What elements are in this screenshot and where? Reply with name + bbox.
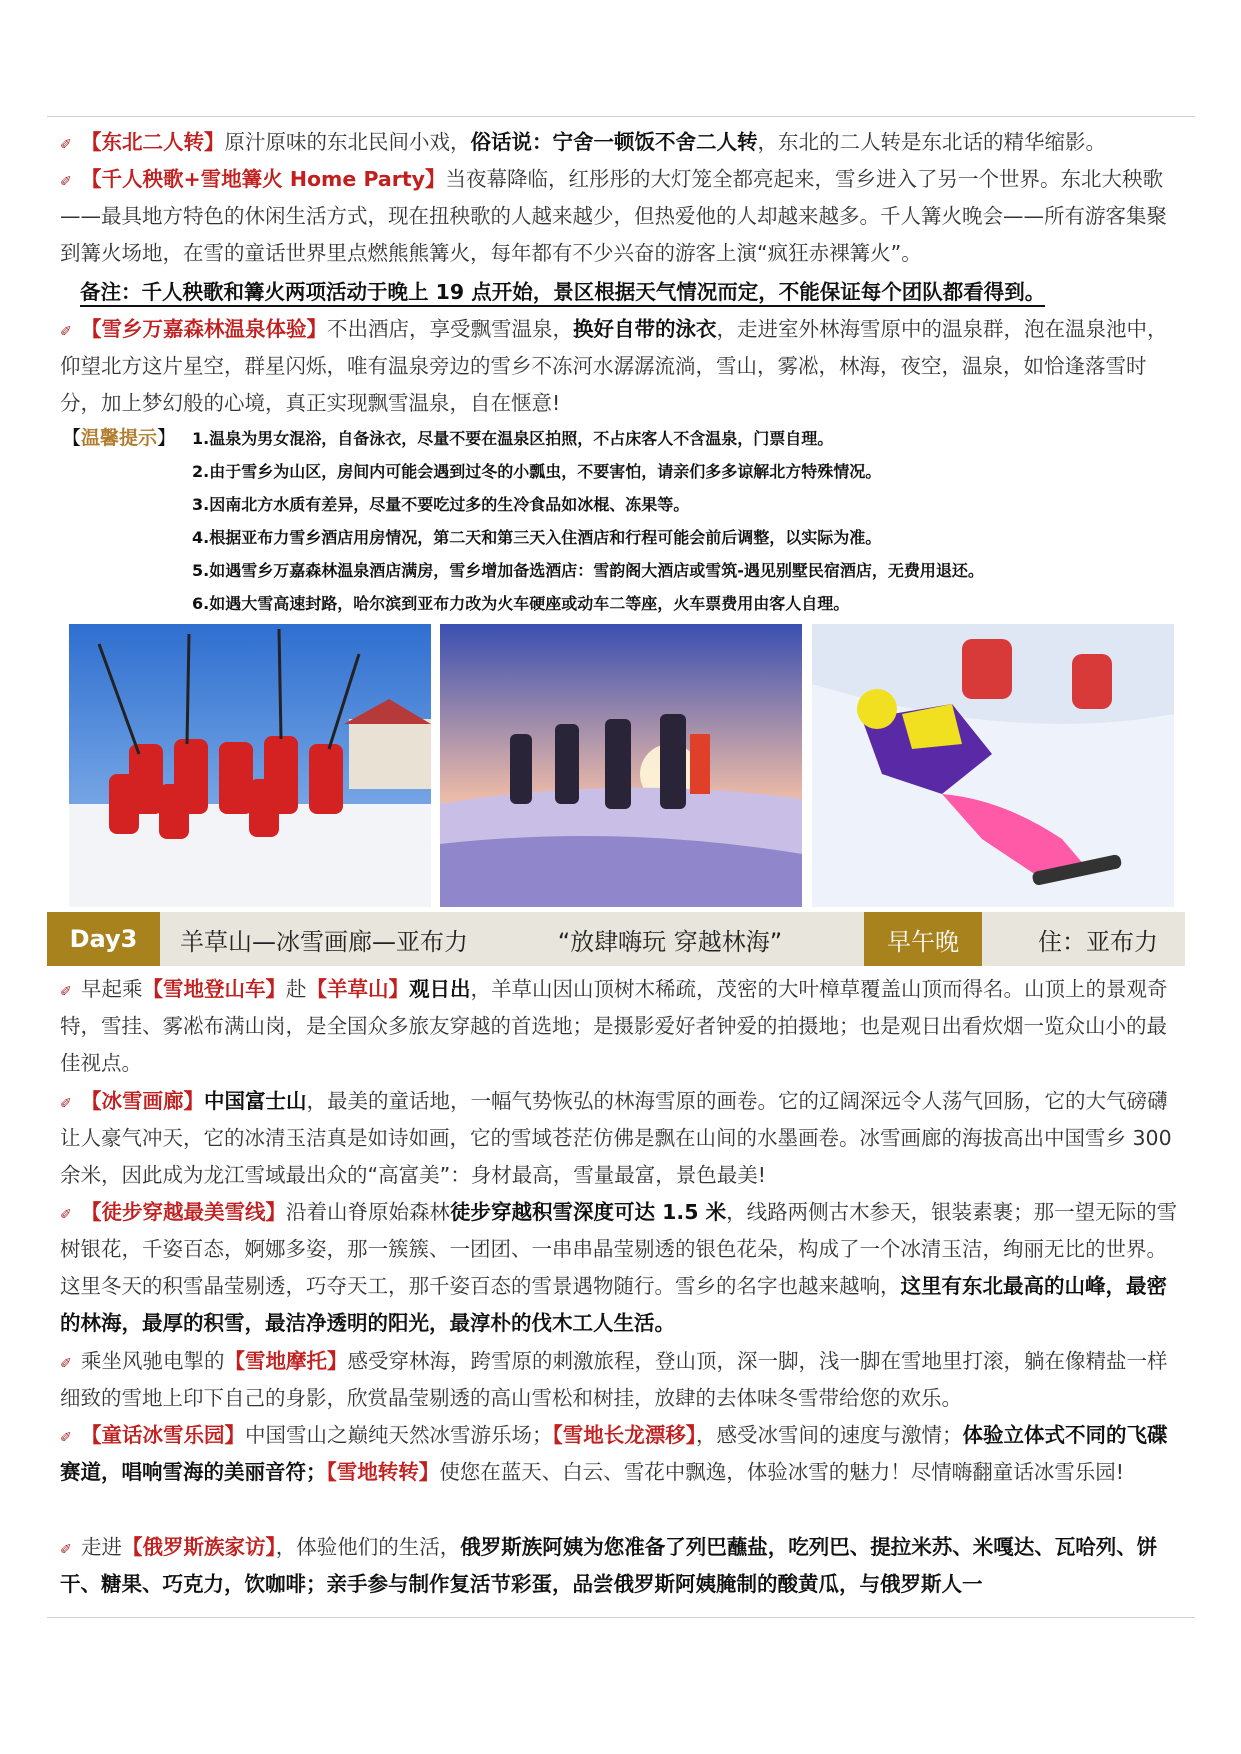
paragraph-title: 【千人秧歌+雪地篝火 Home Party】 <box>81 167 446 191</box>
tip-item: 2.由于雪乡为山区，房间内可能会遇到过冬的小瓢虫，不要害怕，请亲们多多谅解北方特殊情况。 <box>192 462 882 481</box>
day-meals: 早午晚 <box>864 912 982 966</box>
tip-item: 3.因南北方水质有差异，尽量不要吃过多的生冷食品如冰棍、冻果等。 <box>192 495 690 514</box>
paragraph-title: 【东北二人转】 <box>81 130 225 154</box>
pen-icon: ✐ <box>60 1207 72 1223</box>
photo-snowboarder <box>812 624 1174 907</box>
tip-item: 4.根据亚布力雪乡酒店用房情况，第二天和第三天入住酒店和行程可能会前后调整，以实际为准。 <box>192 528 882 547</box>
photo-snow-hikers <box>440 624 802 907</box>
pen-icon: ✐ <box>60 137 72 153</box>
pen-icon: ✐ <box>60 1430 72 1446</box>
pen-icon: ✐ <box>60 1542 72 1558</box>
pen-icon: ✐ <box>60 174 72 190</box>
warm-tips <box>62 422 1192 620</box>
paragraph-hike: ✐ 【徒步穿越最美雪线】沿着山脊原始森林徒步穿越积雪深度可达 1.5 米，线路两侧古木参天，银装素裹；那一望无际的雪树银花，千姿百态，婀娜多姿，那一簇簇、一团团、一串串晶莹剔透的银色花朵，构成了一个冰清玉洁，绚丽无比的世界。这里冬天的积雪晶莹剔透，巧夺天工，那千姿百态的雪景遇物随行。雪乡的名字也越来越响，这里有东北最高的山峰，最密的林海，最厚的积雪，最洁净透明的阳光，最淳朴的伐木工人生活。 <box>60 1200 1178 1335</box>
day-route: 羊草山—冰雪画廊—亚布力 <box>180 927 468 956</box>
paragraph-snow-park: ✐ 【童话冰雪乐园】中国雪山之巅纯天然冰雪游乐场；【雪地长龙漂移】，感受冰雪间的速度与激情；体验立体式不同的飞碟赛道，唱响雪海的美丽音符；【雪地转转】使您在蓝天、白云、雪花中飘逸，体验冰雪的魅力！尽情嗨翻童话冰雪乐园! <box>60 1423 1168 1484</box>
paragraph-title: 【雪乡万嘉森林温泉体验】 <box>81 317 327 341</box>
day3-header <box>47 912 1185 966</box>
photo-skiers-group <box>69 624 431 907</box>
pen-icon: ✐ <box>60 324 72 340</box>
remark-note: 备注：千人秧歌和篝火两项活动于晚上 19 点开始，景区根据天气情况而定，不能保证每个团队都看得到。 <box>80 274 1180 311</box>
day-slogan: “放肆嗨玩 穿越林海” <box>557 927 783 956</box>
pen-icon: ✐ <box>60 1356 72 1372</box>
pen-icon: ✐ <box>60 984 72 1000</box>
paragraph-snowmobile: ✐ 乘坐风驰电掣的【雪地摩托】感受穿林海，跨雪原的刺激旅程，登山顶，深一脚，浅一脚在雪地里打滚，躺在像精盐一样细致的雪地上印下自己的身影，欣赏晶莹剔透的高山雪松和树挂，放肆的去体味冬雪带给您的欢乐。 <box>60 1349 1168 1410</box>
paragraph-russian-visit: ✐ 走进【俄罗斯族家访】，体验他们的生活，俄罗斯族阿姨为您准备了列巴蘸盐，吃列巴、提拉米苏、米嘎达、瓦哈列、饼干、糖果、巧克力，饮咖啡；亲手参与制作复活节彩蛋，品尝俄罗斯阿姨腌制的酸黄瓜，与俄罗斯人一 <box>60 1535 1158 1596</box>
pen-icon: ✐ <box>60 1096 72 1112</box>
tip-item: 1.温泉为男女混浴，自备泳衣，尽量不要在温泉区拍照，不占床客人不含温泉，门票自理。 <box>192 429 834 448</box>
tip-item: 5.如遇雪乡万嘉森林温泉酒店满房，雪乡增加备选酒店：雪韵阁大酒店或雪筑-遇见别墅民宿酒店，无费用退还。 <box>192 561 984 580</box>
top-rule <box>47 116 1195 117</box>
paragraph-hotspring: ✐ 【雪乡万嘉森林温泉体验】不出酒店，享受飘雪温泉，换好自带的泳衣，走进室外林海雪原中的温泉群，泡在温泉池中，仰望北方这片星空，群星闪烁，唯有温泉旁边的雪乡不冻河水潺潺流淌，雪山，雾凇，林海，夜空，温泉，如恰逢落雪时分，加上梦幻般的心境，真正实现飘雪温泉，自在惬意! <box>60 317 1168 415</box>
tip-item: 6.如遇大雪高速封路，哈尔滨到亚布力改为火车硬座或动车二等座，火车票费用由客人自理。 <box>192 594 850 613</box>
bottom-rule <box>47 1617 1195 1618</box>
paragraph-gallery: ✐ 【冰雪画廊】中国富士山，最美的童话地，一幅气势恢弘的林海雪原的画卷。它的辽阔深远令人荡气回肠，它的大气磅礴让人豪气冲天，它的冰清玉洁真是如诗如画，它的雪域苍茫仿佛是飘在山间的水墨画卷。冰雪画廊的海拔高出中国雪乡 300 余米，因此成为龙江雪域最出众的“高富美”：身材最高，雪量最富，景色最美! <box>60 1089 1172 1187</box>
paragraph-errenzhuan: ✐ 【东北二人转】原汁原味的东北民间小戏，俗话说：宁舍一顿饭不舍二人转，东北的二人转是东北话的精华缩影。 <box>60 130 1106 154</box>
paragraph-party: ✐ 【千人秧歌+雪地篝火 Home Party】当夜幕降临，红彤彤的大灯笼全都亮起来，雪乡进入了另一个世界。东北大秧歌——最具地方特色的休闲生活方式，现在扭秧歌的人越来越少，但热爱他的人却越来越多。千人篝火晚会——所有游客集聚到篝火场地，在雪的童话世界里点燃熊熊篝火，每年都有不少兴奋的游客上演“疯狂赤裸篝火”。 <box>60 167 1167 265</box>
day-stay: 住：亚布力 <box>1038 927 1158 956</box>
day-tag: Day3 <box>47 912 160 966</box>
paragraph-yangcaoshan: ✐ 早起乘【雪地登山车】赴【羊草山】观日出，羊草山因山顶树木稀疏，茂密的大叶樟草覆盖山顶而得名。山顶上的景观奇特，雪挂、雾凇布满山岗，是全国众多旅友穿越的首选地；是摄影爱好者钟爱的拍摄地；也是观日出看炊烟一览众山小的最佳视点。 <box>60 977 1168 1075</box>
tips-label: 【温馨提示】 <box>62 427 177 449</box>
